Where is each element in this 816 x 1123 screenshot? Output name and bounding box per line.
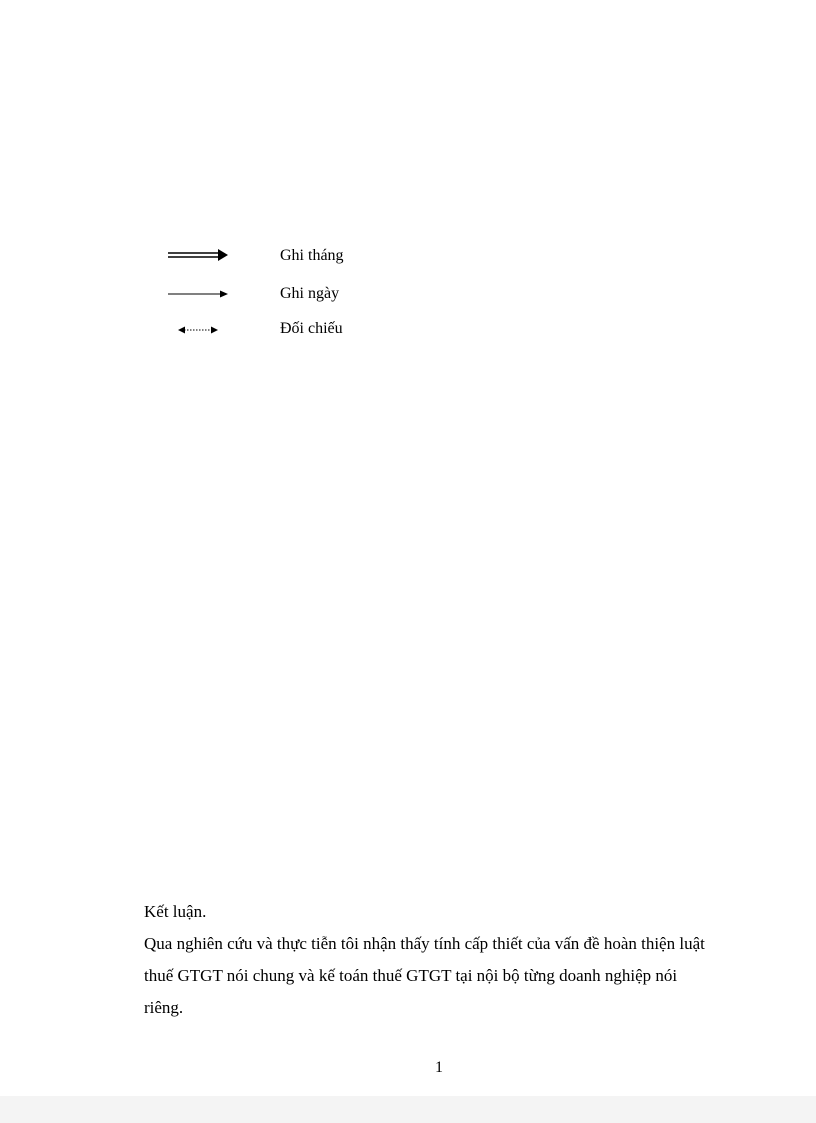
legend-label: Ghi tháng (280, 247, 344, 264)
single-arrow-icon (160, 282, 240, 306)
legend-item-reconcile (160, 317, 420, 341)
double-arrow-icon (160, 244, 240, 268)
page-number: 1 (435, 1059, 443, 1076)
dotted-double-arrow-icon (160, 317, 240, 341)
conclusion-section (144, 896, 724, 1024)
legend-item-daily (160, 282, 420, 306)
page-bottom-edge (0, 1096, 816, 1123)
legend-item-monthly (160, 244, 420, 268)
conclusion-heading: Kết luận. (144, 902, 207, 921)
legend-label: Đối chiếu (280, 320, 343, 337)
conclusion-body: Qua nghiên cứu và thực tiễn tôi nhận thấy tính cấp thiết của vấn đề hoàn thiện luật thuế GTGT nói chung và kế toán thuế GTGT tại nội bộ từng doanh nghiệp nói riêng. (144, 934, 705, 1017)
legend-label: Ghi ngày (280, 285, 340, 302)
